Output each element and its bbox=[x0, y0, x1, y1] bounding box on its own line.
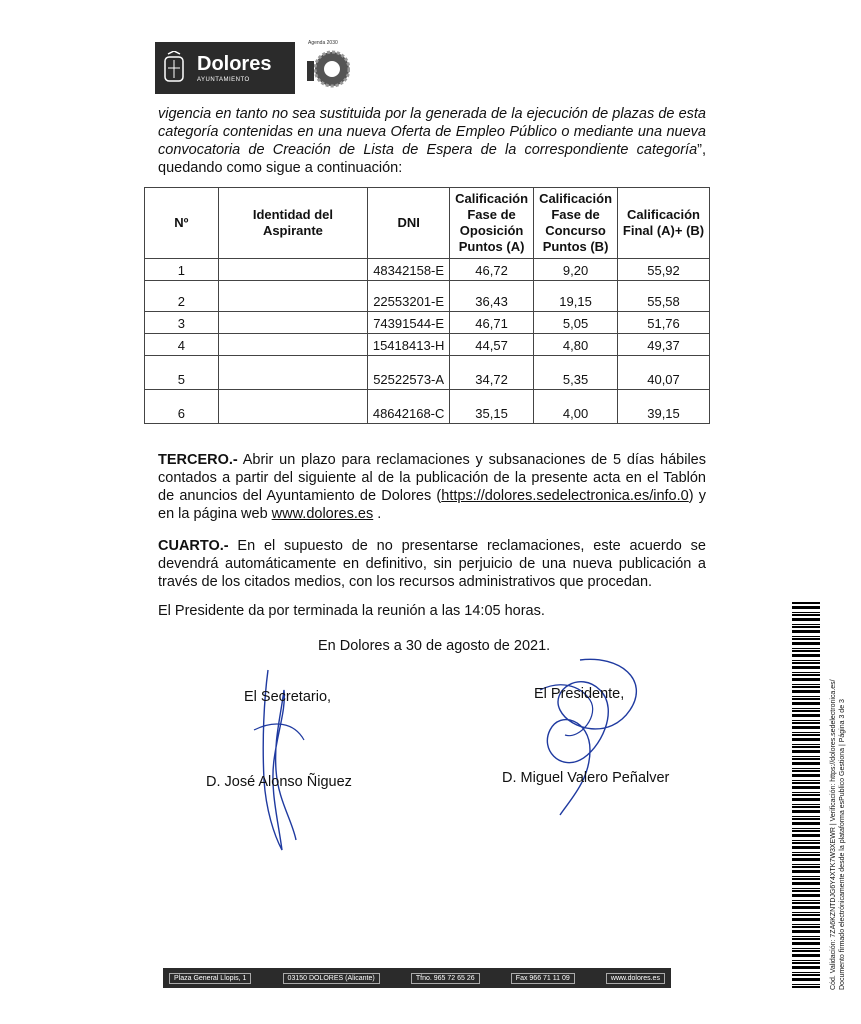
cell-identity bbox=[218, 281, 368, 312]
brand-block bbox=[197, 53, 271, 83]
cell-dni: 48342158-E bbox=[368, 259, 450, 281]
sdg-wheel-icon bbox=[304, 47, 350, 91]
cell-score-final: 55,58 bbox=[618, 281, 710, 312]
tercero-paragraph bbox=[158, 451, 706, 523]
header-dni: DNI bbox=[368, 188, 450, 259]
cuarto-paragraph bbox=[158, 537, 706, 591]
tercero-label: TERCERO.- bbox=[158, 452, 238, 468]
cell-dni: 74391544-E bbox=[368, 312, 450, 334]
table-row bbox=[145, 312, 710, 334]
intro-paragraph bbox=[158, 105, 706, 177]
validation-line-1: Cód. Validación: 7ZA6KZNTDJG6Y4XTK7W3XEWR | Verificación: https://dolores.sedelectronica.es/ bbox=[830, 679, 837, 990]
cell-score-b: 4,80 bbox=[534, 334, 618, 356]
cell-score-final: 55,92 bbox=[618, 259, 710, 281]
table-row bbox=[145, 390, 710, 424]
table-row bbox=[145, 259, 710, 281]
table-row bbox=[145, 281, 710, 312]
validation-side-text bbox=[829, 610, 847, 990]
closing-statement: El Presidente da por terminada la reunión a las 14:05 horas. bbox=[158, 603, 545, 619]
cell-score-a: 46,71 bbox=[450, 312, 534, 334]
table-row bbox=[145, 356, 710, 390]
cell-identity bbox=[218, 390, 368, 424]
cell-dni: 52522573-A bbox=[368, 356, 450, 390]
president-name: D. Miguel Valero Peñalver bbox=[502, 770, 670, 786]
validation-line-2: Documento firmado electrónicamente desde la plataforma esPublico Gestiona | Página 3 de 3 bbox=[839, 699, 846, 990]
cell-score-a: 34,72 bbox=[450, 356, 534, 390]
cell-identity bbox=[218, 259, 368, 281]
dolores-logo bbox=[155, 42, 295, 94]
agenda-label: Agenda 2030 bbox=[308, 40, 338, 46]
header-score-a: Calificación Fase de Oposición Puntos (A) bbox=[450, 188, 534, 259]
cell-score-b: 9,20 bbox=[534, 259, 618, 281]
cell-score-final: 51,76 bbox=[618, 312, 710, 334]
president-signature bbox=[520, 650, 660, 830]
cell-identity bbox=[218, 312, 368, 334]
cell-score-final: 39,15 bbox=[618, 390, 710, 424]
cell-score-a: 36,43 bbox=[450, 281, 534, 312]
brand-subtitle: AYUNTAMIENTO bbox=[197, 77, 250, 83]
header-identity: Identidad del Aspirante bbox=[218, 188, 368, 259]
cell-dni: 22553201-E bbox=[368, 281, 450, 312]
cell-identity bbox=[218, 334, 368, 356]
validation-barcode bbox=[792, 602, 820, 988]
cell-number: 2 bbox=[145, 281, 219, 312]
cell-number: 1 bbox=[145, 259, 219, 281]
header-score-b: Calificación Fase de Concurso Puntos (B) bbox=[534, 188, 618, 259]
results-table bbox=[144, 187, 710, 424]
secretary-role: El Secretario, bbox=[244, 689, 332, 705]
footer-address: Plaza General Llopis, 1 bbox=[169, 973, 251, 984]
cell-dni: 48642168-C bbox=[368, 390, 450, 424]
cell-score-final: 49,37 bbox=[618, 334, 710, 356]
website-link[interactable]: www.dolores.es bbox=[271, 506, 374, 522]
intro-normal-text: ”, quedando como sigue a continuación: bbox=[158, 142, 706, 176]
cell-identity bbox=[218, 356, 368, 390]
footer-phone: Tfno. 965 72 65 26 bbox=[411, 973, 480, 984]
secretary-name: D. José Alonso Ñiguez bbox=[206, 774, 352, 790]
cell-dni: 15418413-H bbox=[368, 334, 450, 356]
cell-number: 3 bbox=[145, 312, 219, 334]
president-role: El Presidente, bbox=[534, 686, 625, 702]
table-row bbox=[145, 334, 710, 356]
cell-score-b: 5,05 bbox=[534, 312, 618, 334]
cell-number: 5 bbox=[145, 356, 219, 390]
cell-score-final: 40,07 bbox=[618, 356, 710, 390]
brand-name: Dolores bbox=[197, 53, 272, 75]
cell-score-a: 35,15 bbox=[450, 390, 534, 424]
cell-score-b: 19,15 bbox=[534, 281, 618, 312]
cell-number: 6 bbox=[145, 390, 219, 424]
cuarto-text: En el supuesto de no presentarse reclamaciones, este acuerdo se devendrá automáticamente en definitivo, sin perjuicio de una nueva publicación a través de los citados medios, con los recursos administrativos que procedan. bbox=[158, 538, 706, 590]
header-number: Nº bbox=[145, 188, 219, 259]
footer-web: www.dolores.es bbox=[606, 973, 665, 984]
tercero-text-1: Abrir un plazo para reclamaciones y subsanaciones de 5 días hábiles contados a partir del siguiente al de la publicación de la presente acta en el Tablón de anuncios del Ayuntamiento de Dolores ( bbox=[158, 452, 706, 504]
coat-of-arms-icon bbox=[163, 51, 185, 85]
footer-postal: 03150 DOLORES (Alicante) bbox=[283, 973, 380, 984]
cell-score-b: 5,35 bbox=[534, 356, 618, 390]
cell-number: 4 bbox=[145, 334, 219, 356]
intro-italic-text: vigencia en tanto no sea sustituida por la generada de la ejecución de plazas de esta categoría contenidas en una nueva Oferta de Empleo Público o mediante una nueva convocatoria de Creación de Lista de Espera de la correspondiente categoría bbox=[158, 106, 706, 158]
sede-electronica-link[interactable]: https://dolores.sedelectronica.es/info.0 bbox=[441, 488, 689, 504]
tercero-text-3: . bbox=[373, 506, 382, 522]
agenda-2030-logo bbox=[304, 40, 354, 92]
cell-score-a: 44,57 bbox=[450, 334, 534, 356]
footer-bar bbox=[163, 968, 671, 988]
tercero-text-2: ) y en la página web bbox=[158, 488, 707, 522]
cell-score-b: 4,00 bbox=[534, 390, 618, 424]
footer-fax: Fax 966 71 11 09 bbox=[511, 973, 575, 984]
cuarto-label: CUARTO.- bbox=[158, 538, 229, 554]
header-score-final: Calificación Final (A)+ (B) bbox=[618, 188, 710, 259]
place-date: En Dolores a 30 de agosto de 2021. bbox=[318, 638, 551, 654]
table-header-row bbox=[145, 188, 710, 259]
cell-score-a: 46,72 bbox=[450, 259, 534, 281]
